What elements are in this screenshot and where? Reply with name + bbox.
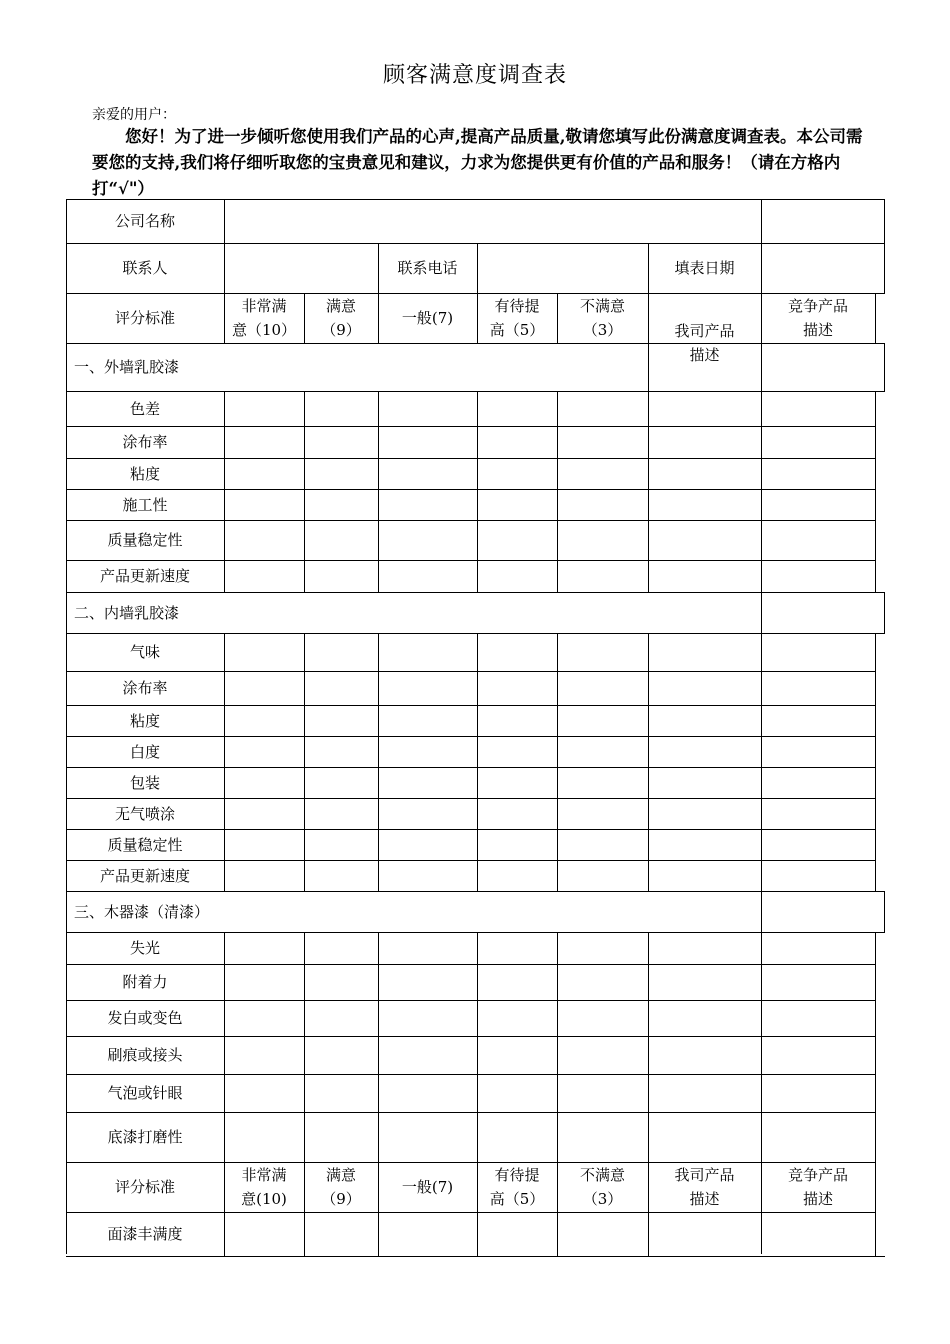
table-rule [875,964,876,1000]
rating-cell[interactable] [305,706,378,736]
rating-cell[interactable] [762,737,875,767]
rating-cell[interactable] [558,799,648,829]
rating-cell[interactable] [305,768,378,798]
intro-text: 您好！为了进一步倾听您使用我们产品的心声,提高产品质量,敬请您填写此份满意度调查表。本公司需要您的支持,我们将仔细听取您的宝贵意见和建议，力求为您提供更有价值的产品和服务！（请在方格内打“√"） [92,127,863,198]
rating-cell[interactable] [558,1075,648,1112]
table-rule [875,705,876,736]
rating-cell[interactable] [379,799,477,829]
rating-cell[interactable] [379,1001,477,1036]
header-satisfied-bottom: 满意 （9） [321,1166,361,1208]
rating-cell[interactable] [305,1213,378,1256]
rating-cell[interactable] [305,737,378,767]
rating-cell[interactable] [379,933,477,964]
page-title: 顾客满意度调查表 [382,63,567,88]
table-rule [875,560,876,592]
rating-cell[interactable] [762,672,875,705]
rating-cell[interactable] [478,1075,557,1112]
rating-cell[interactable] [558,490,648,520]
company-name-label: 公司名称 [114,212,175,230]
rating-cell[interactable] [225,768,304,798]
rating-cell[interactable] [558,427,648,458]
rating-cell[interactable] [379,672,477,705]
header-criteria-bottom: 评分标准 [114,1178,175,1196]
rating-cell[interactable] [225,634,304,671]
rating-cell[interactable] [649,459,761,489]
table-rule [875,671,876,705]
rating-cell[interactable] [225,1113,304,1162]
header-competitor-bottom: 竞争产品 描述 [787,1166,848,1208]
criterion-label: 产品更新速度 [99,567,190,585]
criterion-label: 刷痕或接头 [107,1046,183,1064]
rating-cell[interactable] [305,561,378,592]
table-rule [875,1212,876,1256]
header-unsatisfied: 不满意 （3） [579,297,625,339]
company-name-field[interactable] [225,200,761,243]
rating-cell[interactable] [225,561,304,592]
rating-cell[interactable] [478,737,557,767]
rating-cell[interactable] [379,490,477,520]
rating-cell[interactable] [762,965,875,1000]
rating-cell[interactable] [225,490,304,520]
rating-cell[interactable] [558,933,648,964]
header-very-satisfied-bottom: 非常满 意(10) [241,1166,287,1208]
rating-cell[interactable] [649,799,761,829]
rating-cell[interactable] [478,799,557,829]
rating-cell[interactable] [305,521,378,560]
rating-cell[interactable] [379,392,477,426]
date-field[interactable] [762,244,884,293]
table-rule [875,1000,876,1036]
rating-cell[interactable] [379,1113,477,1162]
criterion-label: 面漆丰满度 [107,1225,183,1243]
table-rule [884,891,885,932]
rating-cell[interactable] [649,965,761,1000]
rating-cell[interactable] [305,634,378,671]
criterion-label: 施工性 [122,495,168,514]
rating-cell[interactable] [379,768,477,798]
rating-cell[interactable] [478,768,557,798]
table-rule [875,798,876,829]
rating-cell[interactable] [558,521,648,560]
rating-cell[interactable] [478,830,557,860]
header-our-product: 我司产品 描述 [674,322,735,364]
table-rule [875,767,876,798]
rating-cell[interactable] [305,392,378,426]
rating-cell[interactable] [762,634,875,671]
rating-cell[interactable] [762,1001,875,1036]
criterion-label: 白度 [129,742,160,761]
rating-cell[interactable] [305,1037,378,1074]
rating-cell[interactable] [478,1113,557,1162]
table-rule [875,458,876,489]
rating-cell[interactable] [225,830,304,860]
table-rule [875,736,876,767]
section-title: 二、内墙乳胶漆 [74,603,180,622]
rating-cell[interactable] [478,1037,557,1074]
table-rule [66,1256,885,1257]
rating-cell[interactable] [649,1001,761,1036]
rating-cell[interactable] [558,1213,648,1256]
rating-cell[interactable] [649,521,761,560]
rating-cell[interactable] [305,1075,378,1112]
table-rule [875,1074,876,1112]
rating-cell[interactable] [762,521,875,560]
rating-cell[interactable] [649,490,761,520]
rating-cell[interactable] [225,706,304,736]
rating-cell[interactable] [762,1113,875,1162]
rating-cell[interactable] [305,1001,378,1036]
rating-cell[interactable] [649,1113,761,1162]
rating-cell[interactable] [478,459,557,489]
criterion-label: 无气喷涂 [114,804,175,823]
header-unsatisfied-bottom: 不满意 （3） [579,1166,625,1208]
section-title: 三、木器漆（清漆） [74,902,210,921]
date-label: 填表日期 [674,259,735,277]
rating-cell[interactable] [379,1037,477,1074]
section-title: 一、外墙乳胶漆 [74,358,180,376]
table-rule [884,199,885,243]
rating-cell[interactable] [558,965,648,1000]
rating-cell[interactable] [558,861,648,891]
criterion-label: 底漆打磨性 [107,1128,183,1146]
criterion-label: 包装 [129,773,160,792]
rating-cell[interactable] [762,1037,875,1074]
rating-cell[interactable] [649,1037,761,1074]
rating-cell[interactable] [649,861,761,891]
rating-cell[interactable] [649,1075,761,1112]
rating-cell[interactable] [379,706,477,736]
rating-cell[interactable] [762,490,875,520]
criterion-label: 发白或变色 [107,1009,183,1027]
rating-cell[interactable] [379,1213,477,1256]
rating-cell[interactable] [478,672,557,705]
rating-cell[interactable] [478,392,557,426]
rating-cell[interactable] [649,768,761,798]
rating-cell[interactable] [379,1075,477,1112]
rating-cell[interactable] [478,965,557,1000]
rating-cell[interactable] [478,933,557,964]
criterion-label: 涂布率 [122,433,168,451]
rating-cell[interactable] [305,1113,378,1162]
rating-cell[interactable] [225,521,304,560]
rating-cell[interactable] [305,861,378,891]
criterion-label: 涂布率 [122,679,168,697]
contact-label: 联系人 [122,259,168,277]
rating-cell[interactable] [558,768,648,798]
criterion-label: 粘度 [129,711,160,730]
rating-cell[interactable] [225,459,304,489]
rating-cell[interactable] [649,672,761,705]
rating-cell[interactable] [225,427,304,458]
header-improve: 有待提 高（5） [489,297,545,339]
table-rule [875,293,876,343]
rating-cell[interactable] [478,427,557,458]
rating-cell[interactable] [762,1075,875,1112]
rating-cell[interactable] [478,634,557,671]
rating-cell[interactable] [558,1113,648,1162]
rating-cell[interactable] [379,830,477,860]
table-rule [875,860,876,891]
rating-cell[interactable] [225,1213,304,1256]
rating-cell[interactable] [649,561,761,592]
rating-cell[interactable] [225,1037,304,1074]
rating-cell[interactable] [225,965,304,1000]
rating-cell[interactable] [225,1075,304,1112]
phone-label: 联系电话 [397,259,458,277]
rating-cell[interactable] [649,634,761,671]
table-rule [875,520,876,560]
rating-cell[interactable] [305,933,378,964]
table-rule [875,1112,876,1162]
rating-cell[interactable] [478,1001,557,1036]
rating-cell[interactable] [558,1037,648,1074]
criterion-label: 粘度 [129,464,160,483]
rating-cell[interactable] [649,392,761,426]
header-our-product-bottom: 我司产品 描述 [674,1166,735,1208]
rating-cell[interactable] [379,861,477,891]
rating-cell[interactable] [558,706,648,736]
rating-cell[interactable] [762,768,875,798]
rating-cell[interactable] [762,561,875,592]
rating-cell[interactable] [558,392,648,426]
rating-cell[interactable] [225,737,304,767]
rating-cell[interactable] [478,561,557,592]
rating-cell[interactable] [379,634,477,671]
rating-cell[interactable] [225,861,304,891]
table-rule [875,932,876,964]
company-extra-field[interactable] [762,200,884,243]
rating-cell[interactable] [225,933,304,964]
rating-cell[interactable] [379,459,477,489]
rating-cell[interactable] [762,933,875,964]
rating-cell[interactable] [478,861,557,891]
rating-cell[interactable] [305,799,378,829]
rating-cell[interactable] [379,737,477,767]
rating-cell[interactable] [379,427,477,458]
table-rule [875,829,876,860]
header-very-satisfied: 非常满 意（10） [231,297,297,339]
table-rule [884,343,885,391]
criterion-label: 失光 [129,939,160,957]
header-normal-bottom: 一般(7) [401,1178,454,1196]
rating-cell[interactable] [762,830,875,860]
rating-cell[interactable] [379,521,477,560]
rating-cell[interactable] [225,392,304,426]
table-rule [884,243,885,293]
phone-field[interactable] [478,244,648,293]
rating-cell[interactable] [649,933,761,964]
rating-cell[interactable] [649,1213,761,1256]
criterion-label: 气味 [129,643,160,661]
rating-cell[interactable] [558,737,648,767]
rating-cell[interactable] [649,737,761,767]
rating-cell[interactable] [762,1213,875,1256]
rating-cell[interactable] [225,799,304,829]
header-competitor: 竞争产品 描述 [787,297,848,339]
rating-cell[interactable] [478,706,557,736]
rating-cell[interactable] [762,799,875,829]
rating-cell[interactable] [305,965,378,1000]
table-rule [875,426,876,458]
rating-cell[interactable] [379,965,477,1000]
rating-cell[interactable] [558,459,648,489]
rating-cell[interactable] [762,706,875,736]
rating-cell[interactable] [305,459,378,489]
rating-cell[interactable] [305,672,378,705]
rating-cell[interactable] [762,861,875,891]
criterion-label: 色差 [129,399,160,418]
rating-cell[interactable] [558,561,648,592]
rating-cell[interactable] [225,672,304,705]
criterion-label: 质量稳定性 [107,531,183,549]
rating-cell[interactable] [305,427,378,458]
table-rule [875,1162,876,1212]
competitor-section-field[interactable] [762,344,884,391]
header-improve-bottom: 有待提 高（5） [489,1166,545,1208]
rating-cell[interactable] [225,1001,304,1036]
rating-cell[interactable] [558,1001,648,1036]
criterion-label: 附着力 [122,973,168,991]
table-rule [875,391,876,426]
header-satisfied: 满意 （9） [321,297,361,339]
rating-cell[interactable] [379,561,477,592]
table-rule [875,1036,876,1074]
rating-cell[interactable] [558,830,648,860]
rating-cell[interactable] [558,634,648,671]
criterion-label: 质量稳定性 [107,835,183,854]
rating-cell[interactable] [305,830,378,860]
criterion-label: 产品更新速度 [99,866,190,885]
header-normal: 一般(7) [401,309,454,327]
rating-cell[interactable] [478,521,557,560]
greeting: 亲爱的用户： [92,107,176,123]
rating-cell[interactable] [305,490,378,520]
rating-cell[interactable] [762,392,875,426]
rating-cell[interactable] [478,1213,557,1256]
rating-cell[interactable] [649,830,761,860]
rating-cell[interactable] [558,672,648,705]
table-rule [884,592,885,633]
contact-field[interactable] [225,244,378,293]
rating-cell[interactable] [649,706,761,736]
rating-cell[interactable] [649,427,761,458]
table-rule [875,489,876,520]
rating-cell[interactable] [478,490,557,520]
header-criteria: 评分标准 [114,309,175,327]
rating-cell[interactable] [762,427,875,458]
table-rule [875,633,876,671]
rating-cell[interactable] [762,459,875,489]
criterion-label: 气泡或针眼 [107,1084,183,1102]
